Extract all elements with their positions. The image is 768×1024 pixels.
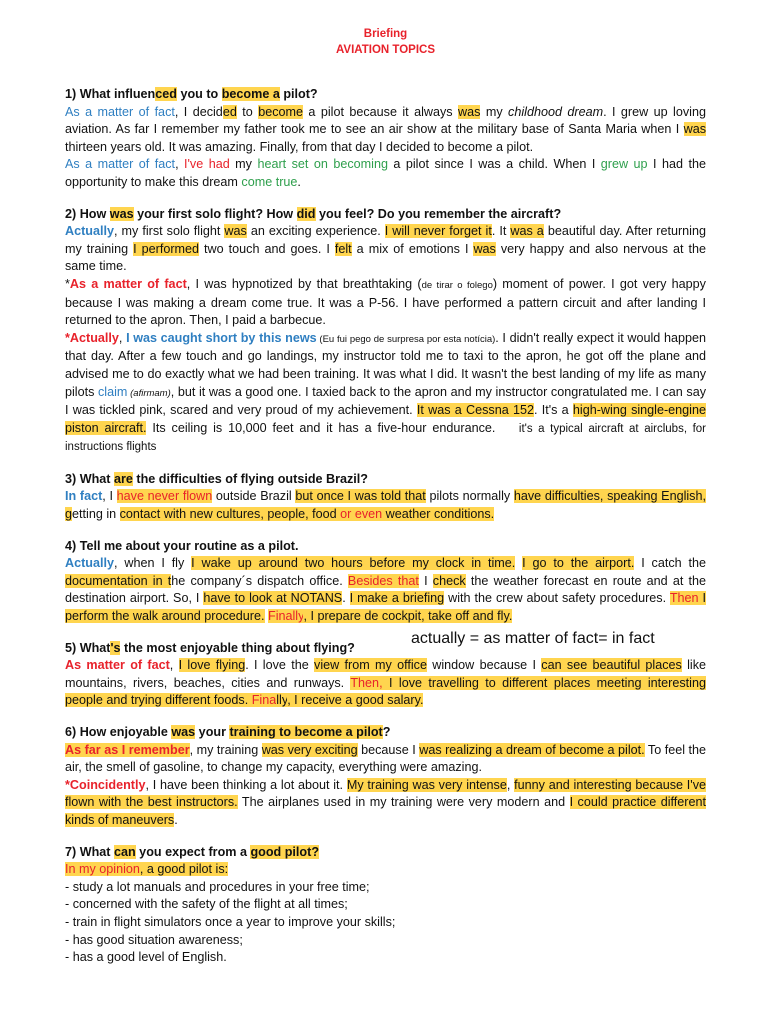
doc-title: Briefing (363, 28, 408, 40)
answer-7-intro: In my opinion, a good pilot is: (65, 862, 229, 877)
question-6: 6) How enjoyable was your training to become a pilot? (65, 725, 391, 739)
answer-3-paragraph-1: In fact, I have never flown outside Brazil but once I was told that pilots normally have difficulties, speaking English, getting in contact with new cultures, people, food or even weather conditions. (65, 489, 706, 522)
question-5: 5) What's the most enjoyable thing about flying? (65, 640, 355, 655)
answer-2-paragraph-1: Actually, my first solo flight was an exciting experience. I will never forget it. It was a beautiful day. After returning my training I performed two touch and goes. I felt a mix of emotions I was very happy and also nervous at the same time. (65, 224, 706, 274)
question-3: 3) What are the difficulties of flying outside Brazil? (65, 471, 368, 486)
handwritten-note: it's a typical aircraft at airclubs, for instructions flights (65, 422, 707, 454)
list-item: - concerned with the safety of the flight at all times; (65, 897, 348, 912)
answer-2-paragraph-2: *As a matter of fact, I was hypnotized by that breathtaking (de tirar o folego) moment of power. I got very happy because I was making a dream come true. It was a P-56. I have performed a pattern circuit and after landing I returned to the apron. Then, I paid a barbecue. (65, 276, 706, 328)
answer-6-paragraph-2: *Coincidently, I have been thinking a lot about it. My training was very intense, funny and interesting because I've flown with the best instructors. The airplanes used in my training were very modern and I could practice different kinds of maneuvers. (65, 777, 706, 827)
answer-6-paragraph-1: As far as I remember, my training was very exciting because I was realizing a dream of become a pilot. To feel the air, the smell of gasoline, to change my capacity, everything were amazing. (65, 742, 707, 775)
question-2: 2) How was your first solo flight? How did you feel? Do you remember the aircraft? (65, 206, 562, 221)
list-item: - train in flight simulators once a year to improve your skills; (65, 914, 396, 929)
question-7: 7) What can you expect from a good pilot? (65, 844, 320, 859)
list-item: - has a good level of English. (65, 950, 227, 965)
answer-1-paragraph-2: As a matter of fact, I've had my heart set on becoming a pilot since I was a child. When I grew up I had the opportunity to make this dream come true. (65, 157, 706, 189)
list-item: - study a lot manuals and procedures in your free time; (65, 879, 370, 894)
answer-1-paragraph-1: As a matter of fact, I decided to become a pilot because it always was my childhood dream. I grew up loving aviation. As far I remember my father took me to see an air show at the military base of Santa Maria when I was thirteen years old. It was amazing. Finally, from that day I decided to become a pilot. (65, 104, 706, 154)
list-item: - has good situation awareness; (65, 932, 243, 947)
doc-subtitle: AVIATION TOPICS (335, 44, 436, 56)
question-4: 4) Tell me about your routine as a pilot. (65, 538, 299, 553)
synonym-note: actually = as matter of fact= in fact (411, 630, 655, 647)
question-1: 1) What influenced you to become a pilot? (65, 87, 318, 101)
answer-5-paragraph-1: As matter of fact, I love flying. I love the view from my office window because I can see beautiful places like mountains, rivers, beaches, cities and runways. Then, I love travelling to different places meeting interesting people and trying different foods. Finally, I receive a good salary. (65, 658, 707, 708)
answer-2-paragraph-3: *Actually, I was caught short by this news (Eu fui pego de surpresa por esta notícia). I didn't really expect it would happen that day. After a few touch and go landings, my instructor told me to taxi to the apron, he got off the plane and advised me to do exactly what we had been training. It was what I did. It wasn't the best landing of my life as many pilots claim (afirmam), but it was a good one. I taxied back to the apron and my instructor congratulated me. I can say I was tickled pink, scared and very proud of my achievement. It was a Cessna 152. It's a high-wing single-engine piston aircraft. Its ceiling is 10,000 feet and it has a five-hour endurance. it's a typical aircraft at airclubs, for instructions flights (65, 330, 707, 454)
answer-4-paragraph-1: Actually, when I fly I wake up around two hours before my clock in time. I go to the airport. I catch the documentation in the company´s dispatch office. Besides that I check the weather forecast en route and at the destination airport. So, I have to look at NOTANS. I make a briefing with the crew about safety procedures. Then I perform the walk around procedure. Finally, I prepare de cockpit, take off and fly. (65, 556, 707, 624)
